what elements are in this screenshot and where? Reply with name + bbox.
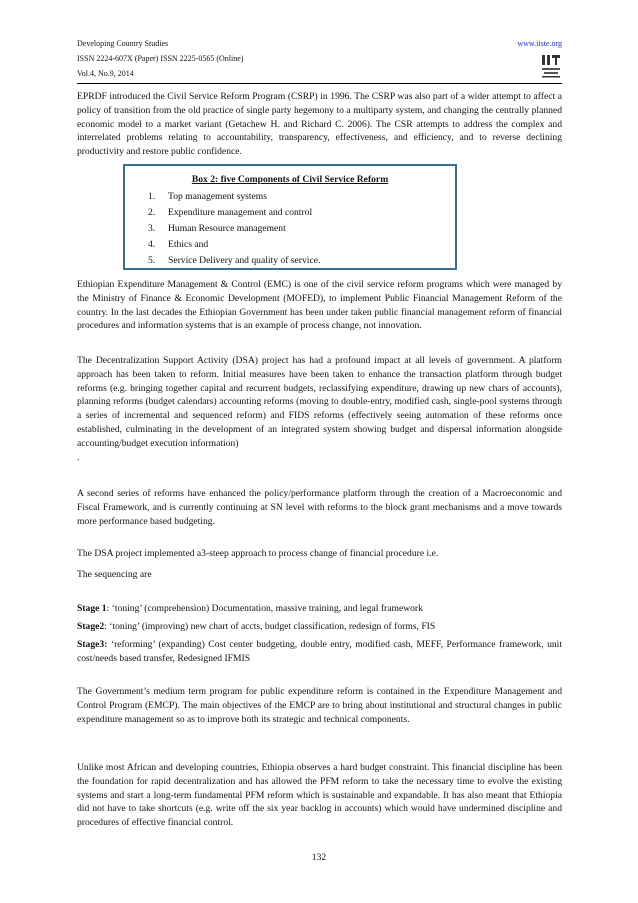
box-civil-service-reform [123, 164, 457, 270]
paragraph-emcp: The Government’s medium term program for public expenditure reform is contained in the Expenditure Management and Control Program (EMCP). The main objectives of the EMCP are to bring about institutional and structural changes in public expenditure management so as to improve both its strategic and technical components. [77, 686, 562, 725]
stage-2: Stage2: ‘toning’ (improving) new chart of accts, budget classification, redesign of forms, FIS [77, 621, 436, 632]
box-item: 2. Expenditure management and control [148, 207, 313, 218]
stage-3: Stage3: ‘reforming’ (expanding) Cost center budgeting, double entry, modified cash, MEFF, Performance framework, unit cost/needs based transfer, Redesigned IFMIS [77, 639, 562, 664]
paragraph-second-series: A second series of reforms have enhanced the policy/performance platform through the creation of a Macroeconomic and Fiscal Framework, and is currently continuing at SN level with reforms to the block grant mechanisms and a move towards more performance based budgeting. [77, 488, 562, 527]
paragraph-budget-constraint: Unlike most African and developing countries, Ethiopia observes a hard budget constraint. This financial discipline has been the foundation for rapid decentralization and has allowed the PFM reform to take the necessary time to evolve the existing systems and start a long-term fundamental PFM reform which is sustainable and expandable. It has also meant that Ethiopia did not have to take shortcuts (e.g. write off the six year backlog in accounts) which would have undermined discipline and procedures of effective financial control. [77, 762, 562, 829]
journal-name: Developing Country Studies [77, 39, 169, 48]
stage-1: Stage 1: ‘toning’ (comprehension) Documentation, massive training, and legal framework [77, 603, 423, 614]
box-title: Box 2: five Components of Civil Service Reform [191, 174, 389, 185]
journal-url-link[interactable]: www.iiste.org [517, 39, 562, 48]
paragraph-csrp: EPRDF introduced the Civil Service Reform Program (CSRP) in 1996. The CSRP was also part of a wider attempt to affect a policy of transition from the old practice of single party hegemony to a multiparty system, and changing the centrally planned economic model to a market variant (Getachew H. and Richard C. 2006). The CSR attempts to address the complex and interrelated problems relating to accountability, transparency, effectiveness, and efficiency, and to reverse declining productivity and restore public confidence. [77, 91, 562, 158]
journal-volume: Vol.4, No.9, 2014 [77, 69, 134, 78]
box-item: 4. Ethics and [148, 239, 209, 250]
paragraph-sequencing: The sequencing are [77, 569, 152, 580]
box-item: 3. Human Resource management [148, 223, 286, 234]
box-item: 1. Top management systems [148, 191, 267, 202]
iiste-logo-icon [540, 53, 562, 79]
page-number: 132 [311, 852, 327, 863]
paragraph-emc: Ethiopian Expenditure Management & Control (EMC) is one of the civil service reform programs which were managed by the Ministry of Finance & Economic Development (MOFED), to implement Public Financial Management Reform of the country. In the last decades the Ethiopian Government has been under taken public financial management reform of financial procedures and information systems that is an example of process change, not innovation. [77, 279, 562, 332]
paragraph-dsa: The Decentralization Support Activity (DSA) project has had a profound impact at all levels of government. A platform approach has been taken to reform. Initial measures have been taken to enhance the transaction platform through budget reforms (e.g. bringing together capital and recurrent budgets, reclassifying expenditure, drawing up new chars of accounts), planning reforms (budget calendars) accounting reforms (moving to double-entry, modified cash, single-pool systems through a series of incremental and sequenced reform) and FIDS reforms (effectively seeing automation of these reforms once established, culminating in the development of an integrated system showing budget and dispersal information alongside accounting/budget execution information) . [77, 355, 562, 463]
box-item: 5. Service Delivery and quality of service. [148, 255, 321, 266]
journal-issn: ISSN 2224-607X (Paper) ISSN 2225-0565 (Online) [77, 54, 244, 63]
paragraph-dsa-approach: The DSA project implemented a3-steep approach to process change of financial procedure i.e. [77, 548, 439, 559]
header-rule [77, 83, 562, 84]
